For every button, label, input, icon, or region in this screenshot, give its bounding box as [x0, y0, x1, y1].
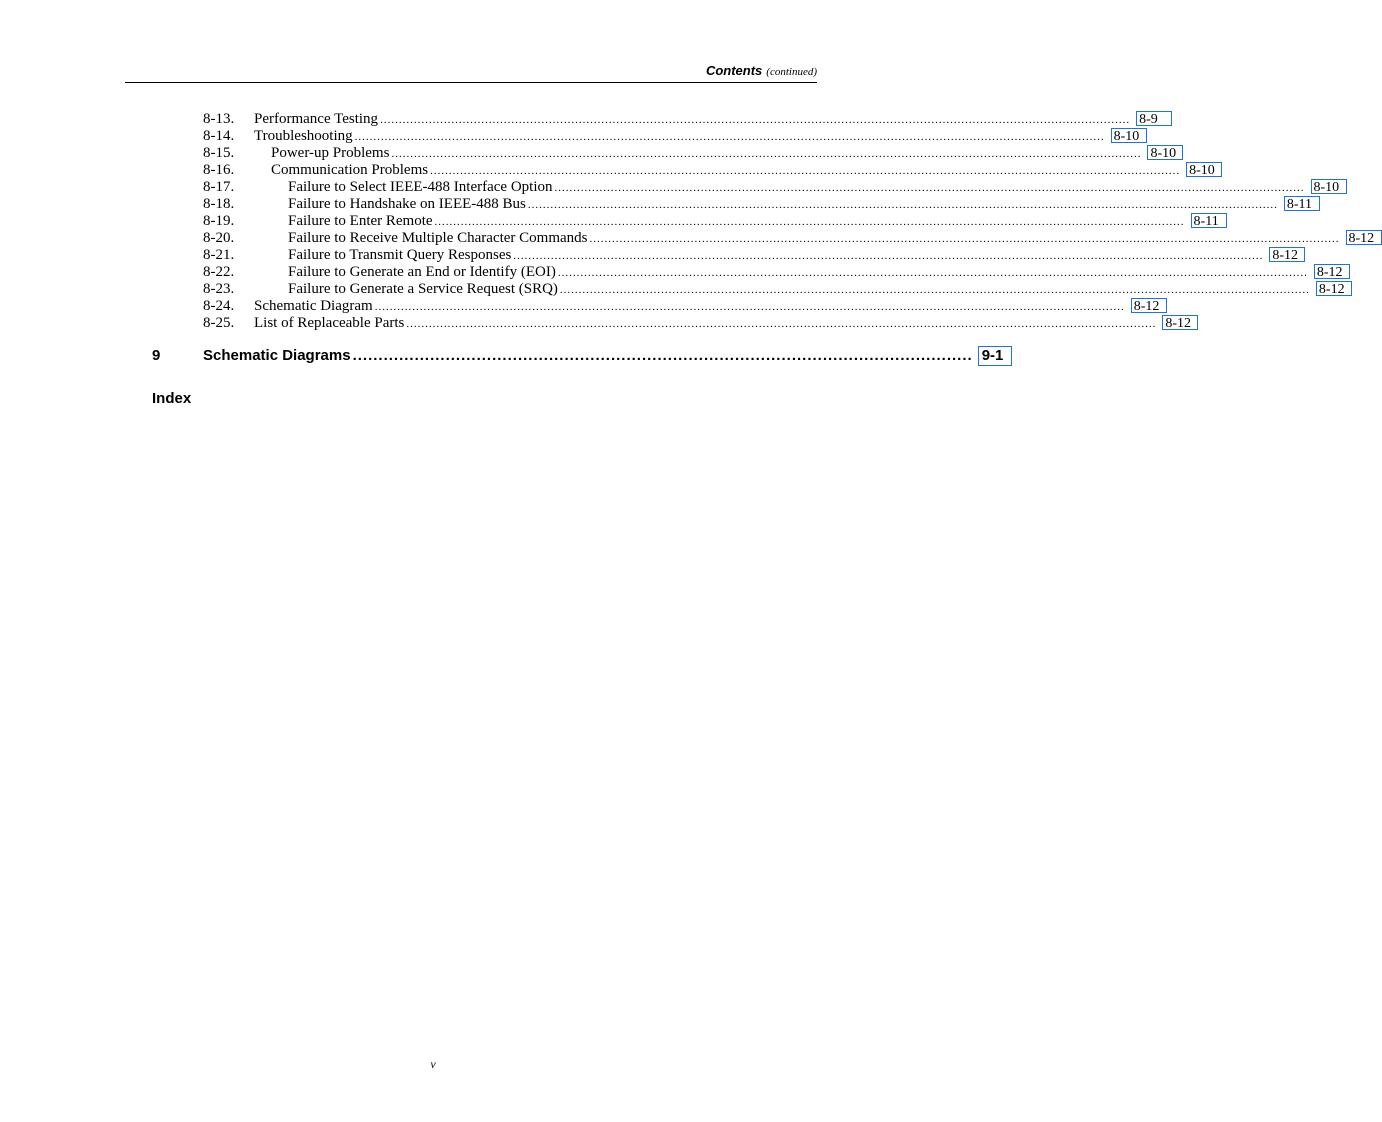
toc-entry	[203, 264, 1343, 281]
toc-entry-number: 8-25.	[203, 315, 235, 331]
toc-entry	[203, 179, 1340, 196]
toc-page-link[interactable]: 8-11	[1284, 196, 1320, 211]
toc-entry-number: 8-22.	[203, 264, 235, 280]
toc-entry	[203, 247, 1299, 264]
toc-entry-title: Performance Testing	[254, 111, 379, 127]
toc-entry	[203, 213, 1219, 230]
toc-entry-title: Communication Problems	[271, 162, 429, 178]
chapter-page-link[interactable]: 9-1	[978, 346, 1012, 366]
toc-section-list	[203, 111, 1375, 332]
toc-entry-title: Power-up Problems	[271, 145, 390, 161]
toc-page-link[interactable]: 8-12	[1269, 247, 1305, 262]
dot-leader: ........................................................................................................................................................................................................	[527, 199, 1278, 211]
toc-entry	[203, 128, 1140, 145]
dot-leader: ........................................................................................................................................................................................................	[513, 250, 1264, 262]
page-number: v	[430, 1057, 436, 1071]
toc-entry-number: 8-17.	[203, 179, 235, 195]
toc-entry-title: Failure to Select IEEE-488 Interface Option	[288, 179, 553, 195]
toc-page-link[interactable]: 8-11	[1191, 213, 1227, 228]
dot-leader: ........................................................................................................................................................................................................	[380, 114, 1131, 126]
dot-leader: ........................................................................................................................................................................................................	[374, 301, 1125, 313]
toc-entry-title: Failure to Transmit Query Responses	[288, 247, 512, 263]
dot-leader: ........................................................................................................................................................................................................	[391, 148, 1142, 160]
toc-entry-number: 8-20.	[203, 230, 235, 246]
toc-page-link[interactable]: 8-12	[1131, 298, 1167, 313]
toc-entry-title: Troubleshooting	[254, 128, 353, 144]
toc-page-link[interactable]: 8-12	[1314, 264, 1350, 279]
toc-page-link[interactable]: 8-12	[1316, 281, 1352, 296]
toc-page-link[interactable]: 8-10	[1311, 179, 1347, 194]
dot-leader: ........................................................................................................................................................................................................	[430, 165, 1181, 177]
toc-entry	[203, 145, 1177, 162]
toc-entry-title: Failure to Generate a Service Request (SRQ)	[288, 281, 558, 297]
toc-entry-title: Failure to Enter Remote	[288, 213, 433, 229]
chapter-title: Schematic Diagrams	[203, 347, 351, 364]
toc-entry	[203, 162, 1215, 179]
toc-entry-title: Failure to Handshake on IEEE-488 Bus	[288, 196, 526, 212]
index-heading[interactable]: Index	[152, 390, 192, 407]
toc-entry	[203, 196, 1313, 213]
toc-entry	[203, 111, 1158, 128]
toc-page-link[interactable]: 8-10	[1111, 128, 1147, 143]
header-title: Contents	[705, 63, 763, 78]
dot-leader: ........................................................................................................................................................................................................	[434, 216, 1185, 228]
toc-page-link[interactable]: 8-12	[1346, 230, 1382, 245]
toc-page-link[interactable]: 8-9	[1136, 111, 1172, 126]
toc-entry-number: 8-23.	[203, 281, 235, 297]
toc-entry	[203, 230, 1375, 247]
dot-leader: ........................................................................................................................................................................................................	[589, 233, 1340, 245]
toc-entry-number: 8-21.	[203, 247, 235, 263]
toc-entry	[203, 298, 1160, 315]
dot-leader: ........................................................................................................................................................................................................	[557, 267, 1308, 279]
chapter-number: 9	[152, 347, 161, 364]
header-subtitle: (continued)	[766, 66, 817, 78]
toc-entry-title: Failure to Receive Multiple Character Commands	[288, 230, 588, 246]
toc-entry-number: 8-19.	[203, 213, 235, 229]
toc-entry-number: 8-16.	[203, 162, 235, 178]
toc-chapter-entry	[152, 346, 1004, 366]
toc-entry-title: List of Replaceable Parts	[254, 315, 405, 331]
toc-entry	[203, 281, 1345, 298]
dot-leader: ........................................................................................................................................................................................................	[354, 131, 1105, 143]
toc-page-link[interactable]: 8-12	[1162, 315, 1198, 330]
toc-entry-title: Schematic Diagram	[254, 298, 373, 314]
dot-leader: ........................................................................................................................................................................................................	[559, 284, 1310, 296]
toc-page-link[interactable]: 8-10	[1147, 145, 1183, 160]
toc-page-link[interactable]: 8-10	[1186, 162, 1222, 177]
toc-entry-number: 8-13.	[203, 111, 235, 127]
toc-entry-title: Failure to Generate an End or Identify (EOI)	[288, 264, 556, 280]
toc-entry-number: 8-18.	[203, 196, 235, 212]
toc-entry-number: 8-14.	[203, 128, 235, 144]
dot-leader: ........................................................................................................................	[352, 347, 973, 364]
toc-entry	[203, 315, 1192, 332]
toc-entry-number: 8-24.	[203, 298, 235, 314]
dot-leader: ........................................................................................................................................................................................................	[554, 182, 1305, 194]
toc-entry-number: 8-15.	[203, 145, 235, 161]
running-header	[125, 62, 817, 83]
dot-leader: ........................................................................................................................................................................................................	[406, 318, 1157, 330]
